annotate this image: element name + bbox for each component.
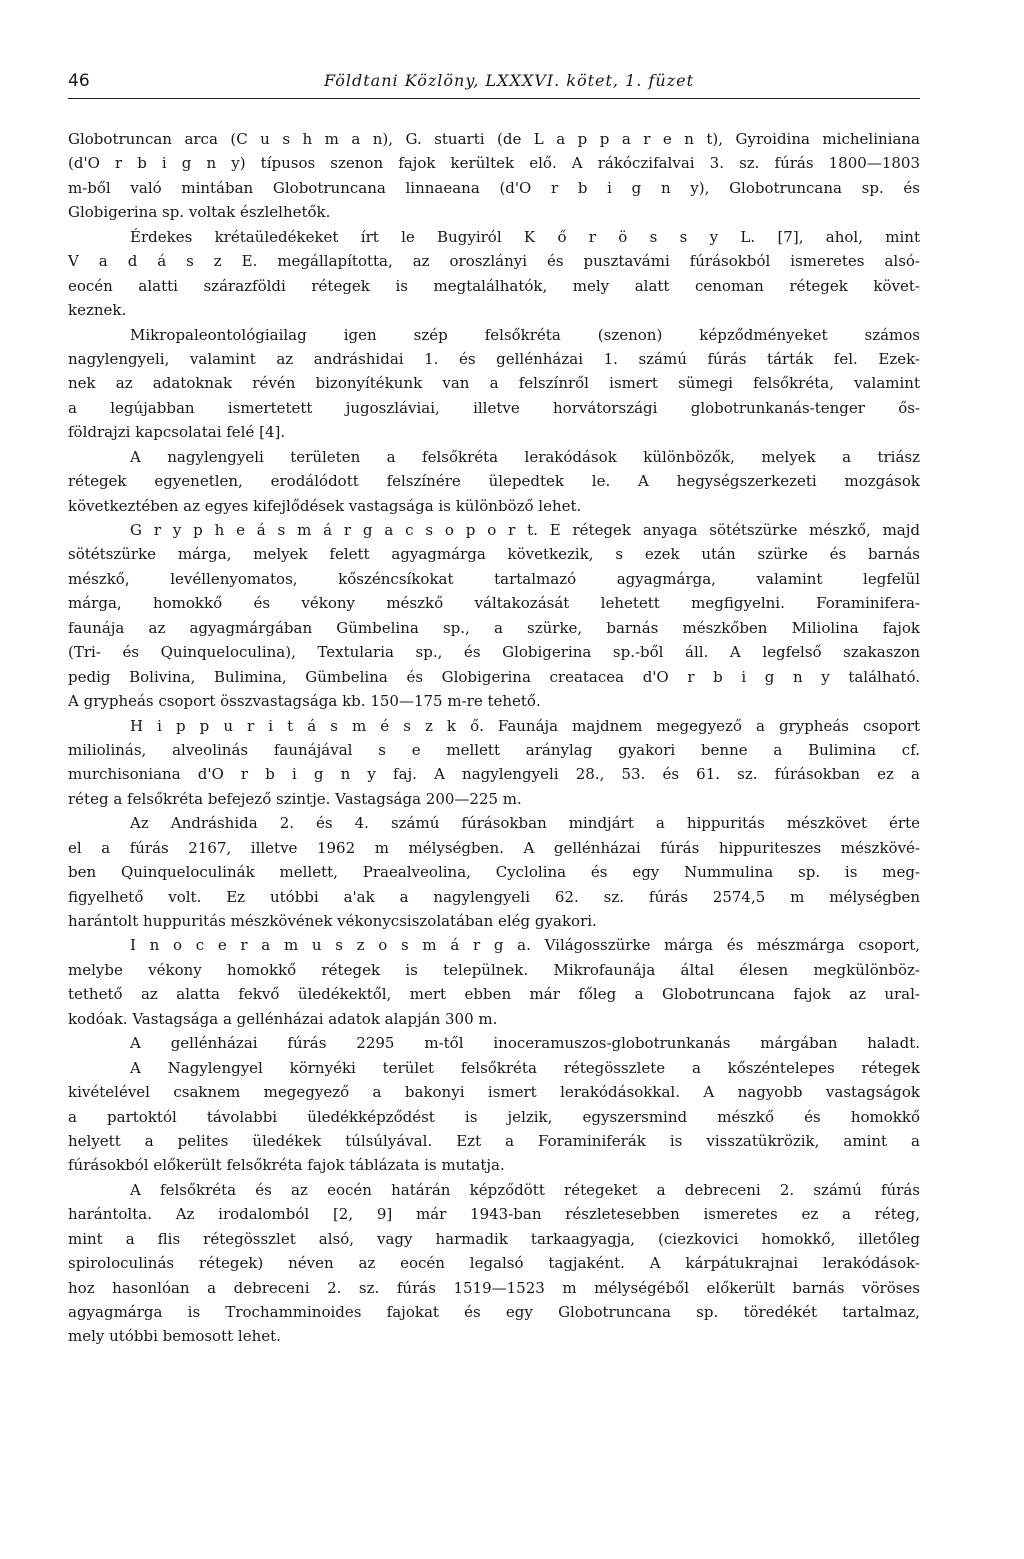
text-line: G r y p h e á s m á r g a c s o p o r t. E rétegek anyaga sötétszürke mészkő, majd xyxy=(130,521,920,539)
text-line: spiroloculinás rétegek) néven az eocén legalsó tagjaként. A kárpátukrajnai lerakódások- xyxy=(68,1254,920,1273)
text-line: mint a flis rétegösszlet alsó, vagy harmadik tarkaagyagja, (ciezkovici homokkő, illetőleg xyxy=(68,1229,920,1248)
text-line: sötétszürke márga, melyek felett agyagmárga következik, s ezek után szürke és barnás xyxy=(68,545,920,564)
running-title: Földtani Közlöny, LXXXVI. kötet, 1. füzet xyxy=(324,71,694,90)
body-text xyxy=(68,127,920,1349)
text-line: rétegek egyenetlen, erodálódott felszínére ülepedtek le. A hegységszerkezeti mozgások xyxy=(68,472,920,491)
text-line: melybe vékony homokkő rétegek is települnek. Mikrofaunája által élesen megkülönböz- xyxy=(68,960,920,979)
text-line: réteg a felsőkréta befejező szintje. Vastagsága 200—225 m. xyxy=(68,789,522,808)
text-line: nek az adatoknak révén bizonyítékunk van a felszínről ismert sümegi felsőkréta, valamint xyxy=(68,374,920,393)
text-line: figyelhető volt. Ez utóbbi a'ak a nagylengyeli 62. sz. fúrás 2574,5 m mélységben xyxy=(68,887,920,906)
text-line: eocén alatti szárazföldi rétegek is megtalálhatók, mely alatt cenoman rétegek követ- xyxy=(68,276,920,295)
text-line: A nagylengyeli területen a felsőkréta lerakódások különbözők, melyek a triász xyxy=(130,447,920,466)
text-line: Az Andráshida 2. és 4. számú fúrásokban mindjárt a hippuritás mészkövet érte xyxy=(130,814,920,833)
text-line: ben Quinqueloculinák mellett, Praealveolina, Cyclolina és egy Nummulina sp. is meg- xyxy=(68,863,920,882)
text-line: A grypheás csoport összvastagsága kb. 150—175 m-re tehető. xyxy=(68,692,541,711)
text-line: nagylengyeli, valamint az andráshidai 1. és gellénházai 1. számú fúrás tárták fel. Ezek- xyxy=(68,349,920,368)
text-line: I n o c e r a m u s z o s m á r g a. Világosszürke márga és mészmárga csoport, xyxy=(130,936,920,955)
text-line: földrajzi kapcsolatai felé [4]. xyxy=(68,423,286,442)
text-line: pedig Bolivina, Bulimina, Gümbelina és Globigerina creatacea d'O r b i g n y található. xyxy=(68,667,920,686)
text-line: mészkő, levéllenyomatos, kőszéncsíkokat tartalmazó agyagmárga, valamint legfelül xyxy=(68,569,920,588)
text-line: Globigerina sp. voltak észlelhetők. xyxy=(68,203,331,222)
text-line: kivételével csaknem megegyező a bakonyi ismert lerakódásokkal. A nagyobb vastagságok xyxy=(68,1083,920,1102)
text-line: Globotruncan arca (C u s h m a n), G. stuarti (de L a p p a r e n t), Gyroidina micheliniana xyxy=(68,130,920,148)
text-line: mely utóbbi bemosott lehet. xyxy=(68,1327,281,1346)
text-line: a partoktól távolabbi üledékképződést is jelzik, egyszersmind mészkő és homokkő xyxy=(68,1107,920,1126)
text-line: m-ből való mintában Globotruncana linnaeana (d'O r b i g n y), Globotruncana sp. és xyxy=(68,178,920,197)
page-header xyxy=(68,72,920,99)
text-line: a legújabban ismertetett jugoszláviai, illetve horvátországi globotrunkanás-tenger ős- xyxy=(68,398,920,417)
text-line: harántolta. Az irodalomból [2, 9] már 1943-ban részletesebben ismeretes ez a réteg, xyxy=(68,1205,920,1224)
text-line: helyett a pelites üledékek túlsúlyával. Ezt a Foraminiferák is visszatükrözik, amint a xyxy=(68,1131,920,1150)
text-line: faunája az agyagmárgában Gümbelina sp., a szürke, barnás mészkőben Miliolina fajok xyxy=(68,618,920,637)
text-line: hoz hasonlóan a debreceni 2. sz. fúrás 1519—1523 m mélységéből előkerült barnás vöröses xyxy=(68,1278,920,1297)
text-line: (Tri- és Quinqueloculina), Textularia sp., és Globigerina sp.-ből áll. A legfelső szakaszon xyxy=(68,643,920,662)
text-line: H i p p u r i t á s m é s z k ő. Faunája majdnem megegyező a grypheás csoport xyxy=(130,716,920,735)
text-line: kodóak. Vastagsága a gellénházai adatok alapján 300 m. xyxy=(68,1009,498,1028)
text-line: következtében az egyes kifejlődések vastagsága is különböző lehet. xyxy=(68,496,582,515)
text-line: A gellénházai fúrás 2295 m-től inoceramuszos-globotrunkanás márgában haladt. xyxy=(130,1034,920,1053)
text-line: miliolinás, alveolinás faunájával s e mellett aránylag gyakori benne a Bulimina cf. xyxy=(68,740,920,759)
text-line: murchisoniana d'O r b i g n y faj. A nagylengyeli 28., 53. és 61. sz. fúrásokban ez a xyxy=(68,765,920,784)
text-line: A felsőkréta és az eocén határán képződött rétegeket a debreceni 2. számú fúrás xyxy=(130,1180,920,1199)
text-line: agyagmárga is Trochamminoides fajokat és egy Globotruncana sp. töredékét tartalmaz, xyxy=(68,1303,920,1321)
text-line: A Nagylengyel környéki terület felsőkréta rétegösszlete a kőszéntelepes rétegek xyxy=(130,1058,920,1077)
text-line: márga, homokkő és vékony mészkő váltakozását lehetett megfigyelni. Foraminifera- xyxy=(68,594,920,613)
text-line: V a d á s z E. megállapította, az oroszlányi és pusztavámi fúrásokból ismeretes alsó- xyxy=(68,252,920,271)
text-line: Érdekes krétaüledékeket írt le Bugyiról K ő r ö s s y L. [7], ahol, mint xyxy=(130,227,920,246)
text-line: (d'O r b i g n y) típusos szenon fajok kerültek elő. A rákóczifalvai 3. sz. fúrás 1800—1803 xyxy=(68,154,920,173)
page-number: 46 xyxy=(68,71,90,91)
text-line: harántolt huppuritás mészkövének vékonycsiszolatában elég gyakori. xyxy=(68,912,597,930)
text-line: fúrásokból előkerült felsőkréta fajok táblázata is mutatja. xyxy=(68,1156,505,1175)
text-line: keznek. xyxy=(68,301,127,320)
text-line: Mikropaleontológiailag igen szép felsőkréta (szenon) képződményeket számos xyxy=(130,325,920,344)
text-line: tethető az alatta fekvő üledékektől, mert ebben már főleg a Globotruncana fajok az ural- xyxy=(68,985,920,1004)
text-line: el a fúrás 2167, illetve 1962 m mélységben. A gellénházai fúrás hippuriteszes mészkövé- xyxy=(68,838,920,857)
